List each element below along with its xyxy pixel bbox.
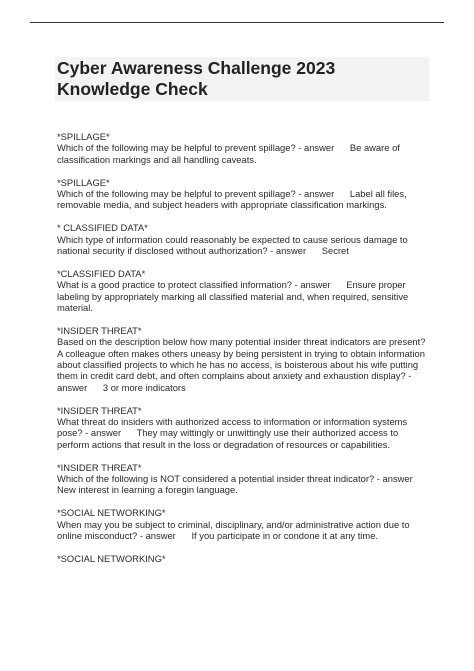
qa-text (57, 336, 429, 392)
qa-answer: Be aware of classification markings and all handling caveats. (57, 142, 400, 165)
qa-category: *CLASSIFIED DATA* (57, 268, 146, 280)
qa-question: What threat do insiders with authorized access to information or information systems pose? - answer (57, 415, 408, 439)
qa-item (57, 325, 429, 393)
qa-item (57, 553, 429, 564)
qa-question: When may you be subject to criminal, disciplinary, and/or administrative action due to online misconduct? - answer (57, 518, 410, 541)
qa-answer: If you participate in or condone it at any time. (191, 529, 379, 541)
qa-answer: Secret (321, 244, 349, 256)
qa-category: *INSIDER THREAT* (57, 325, 142, 337)
qa-question: Which of the following may be helpful to prevent spillage? - answer (57, 142, 335, 154)
qa-text (57, 279, 429, 313)
qa-text (57, 473, 429, 496)
document-title (57, 58, 427, 100)
qa-item (57, 131, 429, 165)
qa-text (57, 519, 429, 542)
qa-category: *SPILLAGE* (57, 131, 110, 142)
qa-item (57, 405, 429, 450)
qa-text (57, 416, 429, 450)
qa-question: What is a good practice to protect classified information? - answer (57, 279, 331, 291)
qa-text (57, 234, 429, 257)
qa-question: Which type of information could reasonably be expected to cause serious damage to national security if disclosed without authorization? - answer (57, 233, 408, 256)
qa-item (57, 462, 429, 496)
qa-category: *SOCIAL NETWORKING* (57, 507, 166, 519)
qa-item (57, 507, 429, 541)
qa-text (57, 188, 429, 211)
qa-question: Which of the following is NOT considered a potential insider threat indicator? - answer (57, 472, 413, 484)
qa-item (57, 222, 429, 256)
document-title-line-1: Cyber Awareness Challenge 2023 (57, 58, 336, 78)
qa-answer: 3 or more indicators (102, 381, 186, 393)
qa-category: *INSIDER THREAT* (57, 461, 142, 473)
document-title-line-2: Knowledge Check (57, 79, 208, 99)
qa-category: * CLASSIFIED DATA* (57, 222, 148, 234)
qa-text (57, 142, 429, 165)
qa-list (57, 131, 429, 576)
qa-item (57, 268, 429, 313)
qa-answer: Label all files, removable media, and subject headers with appropriate classification markings. (57, 187, 407, 211)
qa-item (57, 177, 429, 211)
qa-answer: Ensure proper labeling by appropriately marking all classified material and, when required, sensitive material. (57, 279, 409, 313)
qa-category: *SPILLAGE* (57, 176, 110, 188)
qa-question: Which of the following may be helpful to prevent spillage? - answer (57, 187, 335, 199)
qa-category: *SOCIAL NETWORKING* (57, 552, 166, 564)
qa-question: Based on the description below how many potential insider threat indicators are present? A colleague often makes others uneasy by being persistent in trying to obtain information about classified projects to which he has no access, is boisterous about his wife putting them in credit card debt, and often complains about anxiety and exhaustion display? - answer (57, 336, 426, 393)
qa-category: *INSIDER THREAT* (57, 404, 142, 416)
qa-answer: They may wittingly or unwittingly use their authorized access to perform actions that result in the loss or degradation of resources or capabilities. (57, 427, 399, 450)
qa-answer: New interest in learning a foregin language. (57, 484, 238, 496)
top-divider (30, 22, 444, 23)
